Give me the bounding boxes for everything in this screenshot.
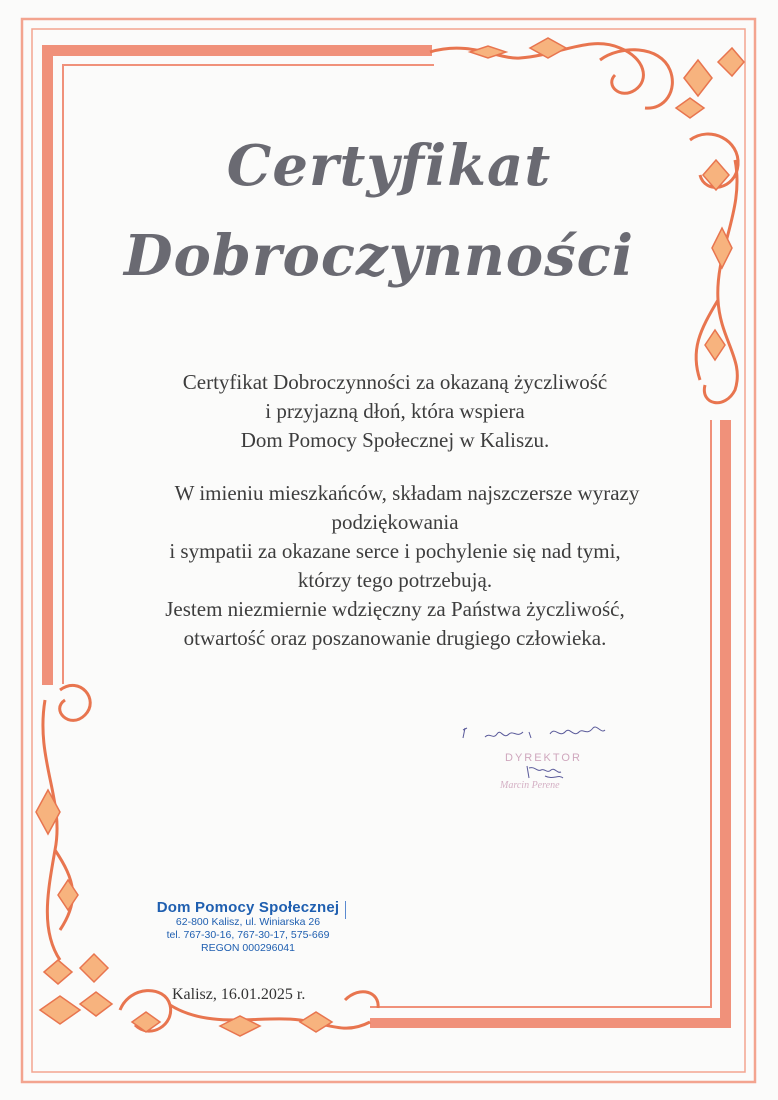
paragraph-thanks (95, 479, 695, 653)
paragraph-line: Jestem niezmiernie wdzięczny za Państwa życzliwość, (165, 597, 625, 621)
institution-stamp (148, 899, 348, 955)
paragraph-dedication (95, 368, 695, 455)
svg-text:DYREKTOR: DYREKTOR (505, 752, 582, 764)
paragraph-line: Certyfikat Dobroczynności za okazaną życzliwość (182, 370, 608, 394)
right-band (720, 420, 731, 1020)
certificate-title-line2: Dobroczynności (123, 223, 635, 289)
svg-text:Marcin Perene: Marcin Perene (500, 780, 560, 791)
top-right-diamonds (470, 38, 744, 360)
stamp-regon: REGON 000296041 (201, 942, 295, 954)
stamp-phone: tel. 767-30-16, 767-30-17, 575-669 (166, 929, 330, 941)
paragraph-line: i przyjazną dłoń, która wspiera (265, 399, 525, 423)
paragraph-line: W imieniu mieszkańców, składam najszczersze wyrazy (174, 481, 640, 505)
place-and-date: Kalisz, 16.01.2025 r. (172, 986, 306, 1003)
stamp-address: 62-800 Kalisz, ul. Winiarska 26 (175, 916, 321, 928)
paragraph-line: otwartość oraz poszanowanie drugiego człowieka. (183, 626, 607, 650)
top-thin-line (62, 64, 434, 66)
paragraph-line: Dom Pomocy Społecznej w Kaliszu. (240, 428, 550, 452)
paragraph-line: i sympatii za okazane serce i pochylenie się nad tymi, (169, 539, 621, 563)
stamp-bracket (339, 901, 346, 919)
bottom-thin-line (370, 1006, 712, 1008)
director-signature-stamp (445, 712, 615, 804)
right-thin-line (710, 420, 712, 1008)
bottom-band (370, 1018, 731, 1028)
paragraph-line: podziękowania (331, 510, 459, 534)
stamp-institution-name: Dom Pomocy Społecznej (156, 899, 340, 916)
top-band (42, 45, 432, 56)
paragraph-line: którzy tego potrzebują. (297, 568, 493, 592)
certificate-title-line1: Certyfikat (226, 133, 552, 199)
